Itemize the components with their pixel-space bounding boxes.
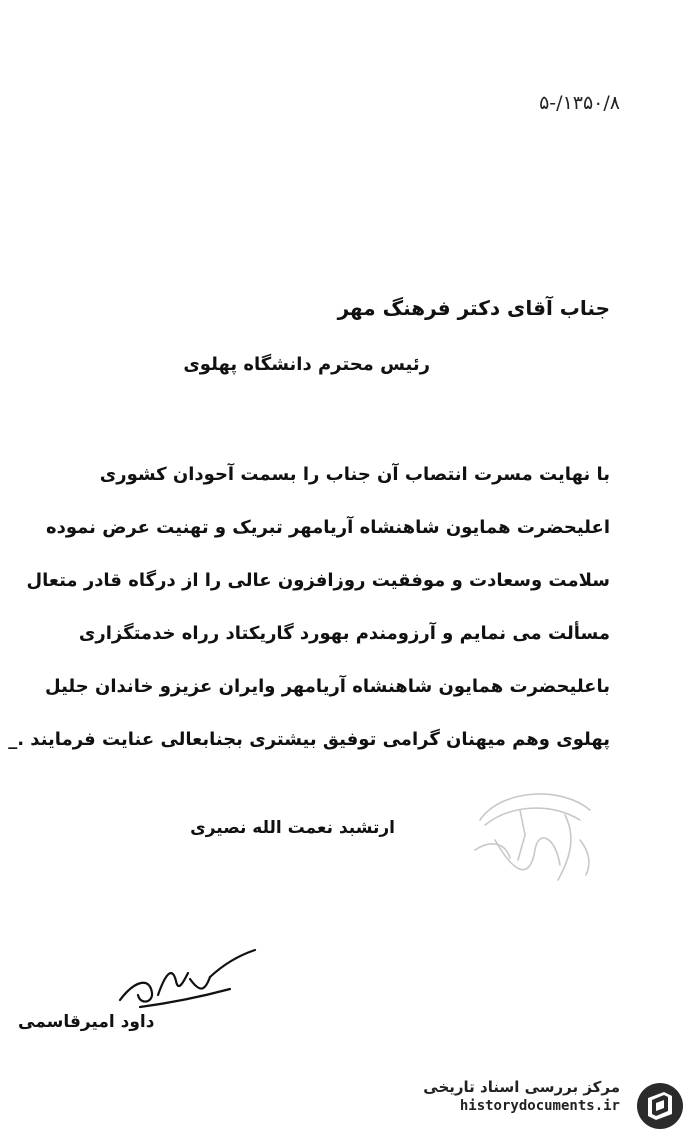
salutation: جناب آقای دکتر فرهنگ مهر	[337, 296, 610, 320]
watermark-text	[423, 1078, 620, 1114]
body-line: سلامت وسعادت و موفقیت روزافزون عالی را از درگاه قادر متعال	[26, 570, 610, 591]
archive-logo-icon	[634, 1080, 686, 1132]
watermark-url: historydocuments.ir	[459, 1098, 620, 1114]
body-line: مسألت می نمایم و آرزومندم بهورد گاریکتاد رراه خدمتگزاری	[78, 623, 610, 644]
letter-date: ۱۳۵۰/۸/-۵	[539, 92, 620, 114]
signer-name: ارتشبد نعمت الله نصیری	[190, 818, 395, 838]
faded-stamp	[460, 780, 610, 890]
body-line: با نهایت مسرت انتصاب آن جناب را بسمت آحودان کشوری	[99, 464, 610, 485]
recipient-title: رئیس محترم دانشگاه پهلوی	[183, 354, 430, 375]
watermark-org-name: مرکز بررسی اسناد تاریخی	[423, 1078, 620, 1096]
archive-watermark	[410, 1078, 692, 1134]
body-line: اعلیحضرت همایون شاهنشاه آریامهر تبریک و تهنیت عرض نموده	[45, 517, 610, 538]
body-line: باعلیحضرت همایون شاهنشاه آریامهر وایران عزیزو خاندان جلیل	[45, 676, 610, 697]
letter-body	[10, 448, 610, 766]
body-line: پهلوی وهم میهنان گرامی توفیق بیشتری بجنابعالی عنایت فرمایند ._	[8, 729, 610, 750]
copy-recipient-name: داود امیرقاسمی	[18, 1012, 155, 1032]
